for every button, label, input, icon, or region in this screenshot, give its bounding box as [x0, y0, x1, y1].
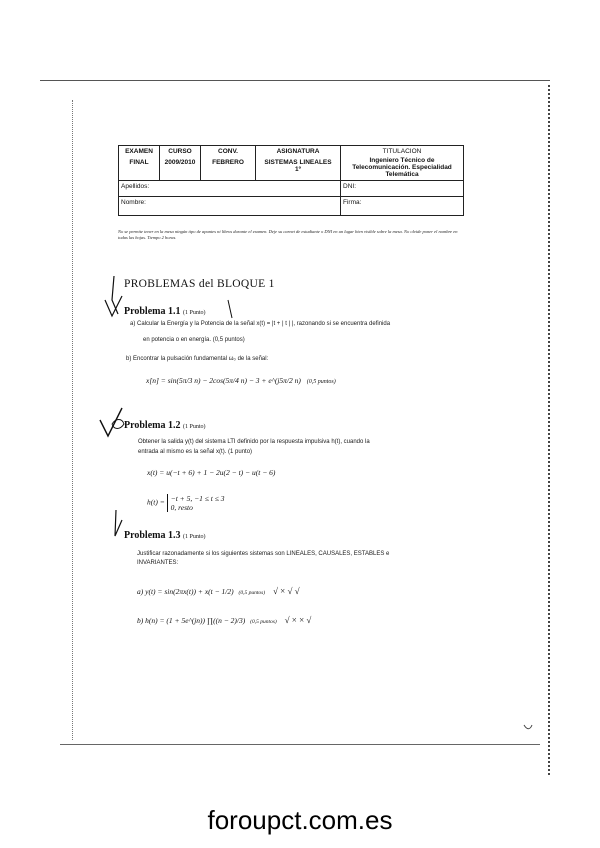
signature-field: Firma: — [341, 197, 464, 216]
exam-label: EXAMEN — [125, 148, 153, 155]
problem-1-3-points: (1 Punto) — [182, 534, 206, 540]
dni-field: DNI: — [341, 181, 464, 197]
problem-1-1-heading: Problema 1.1 — [124, 306, 181, 317]
conv-label: CONV. — [218, 148, 238, 155]
degree-value: Ingeniero Técnico de Telecomunicación. Especialidad Telemática — [352, 157, 452, 178]
exam-instructions: No se permite tener en la mesa ningún tipo de apuntes ni libros durante el examen. Deje su carnet de estudiante o DNI en un lugar bien visible sobre la mesa. No olvide poner el nombre en todas las hojas. Tiempo 2 horas. — [118, 229, 458, 240]
system-b-points: (0,5 puntos) — [250, 619, 277, 625]
subject-year: 1º — [295, 166, 301, 173]
pen-mark-bracket — [112, 276, 118, 314]
watermark-site: foroupct.com.es — [207, 805, 393, 835]
problem-1-2-line1: Obtener la salida y(t) del sistema LTI definido por la respuesta impulsiva h(t), cuando la — [138, 439, 370, 445]
impulse-case-2: 0, resto — [170, 503, 193, 512]
problem-1-2-line2: entrada al mismo es la señal x(t). (1 punto) — [138, 449, 253, 455]
impulse-case-1: −t + 5, −1 ≤ t ≤ 3 — [170, 494, 225, 503]
problem-1-2-points: (1 Punto) — [182, 424, 206, 430]
name-field: Nombre: — [119, 197, 341, 216]
problem-1-1-a-cont: en potencia o en energía. (0,5 puntos) — [143, 337, 245, 343]
conv-value: FEBRERO — [212, 159, 244, 166]
problem-1-1-points: (1 Punto) — [182, 310, 206, 316]
section-title: PROBLEMAS del BLOQUE 1 — [124, 278, 275, 290]
course-value: 2009/2010 — [164, 159, 196, 166]
exam-value: FINAL — [129, 159, 149, 166]
system-b-expression: b) h(n) = (1 + 5e^(jn)) ∏((n − 2)/3) — [137, 616, 246, 625]
problem-1-3-line2: INVARIANTES: — [137, 560, 179, 566]
problem-1-2-heading: Problema 1.2 — [124, 420, 181, 431]
problem-1-1-formula-points: (0,5 puntos) — [306, 379, 336, 385]
course-label: CURSO — [168, 148, 192, 155]
pen-stroke — [228, 300, 232, 318]
system-a-points: (0,5 puntos) — [238, 590, 266, 596]
subject-label: ASIGNATURA — [276, 148, 320, 155]
system-a-handwritten-marks: √ × √ √ — [272, 586, 300, 596]
system-a-expression: a) y(t) = sin(2πx(t)) + x(t − 1/2) — [137, 587, 234, 596]
pen-checkmark-1 — [105, 296, 122, 316]
problem-1-1-a: a) Calcular la Energía y la Potencia de la señal x(t) = |t + | t | |, razonando si se encuentra definida — [130, 321, 391, 327]
degree-label: TITULACION — [382, 148, 422, 155]
problem-1-2-input: x(t) = u(−t + 6) + 1 − 2u(2 − t) − u(t − 6) — [147, 468, 276, 477]
surname-field: Apellidos: — [119, 181, 341, 197]
impulse-lhs: h(t) = — [147, 497, 165, 507]
system-b-handwritten-marks: √ × × √ — [284, 615, 312, 625]
problem-1-1-expression: x[n] = sin(5π/3 n) − 2cos(5π/4 n) − 3 + e^(j5π/2 n) — [146, 376, 301, 385]
pen-checkmark-3 — [115, 510, 122, 536]
problem-1-3-heading: Problema 1.3 — [124, 530, 181, 541]
problem-1-3-line1: Justificar razonadamente si los siguientes sistemas son LINEALES, CAUSALES, ESTABLES e — [137, 551, 390, 557]
subject-value: SISTEMAS LINEALES — [264, 159, 332, 166]
pen-checkmark-2 — [100, 408, 122, 436]
problem-1-1-b: b) Encontrar la pulsación fundamental ω₀ de la señal: — [126, 356, 269, 362]
pen-mark-corner — [524, 725, 532, 729]
